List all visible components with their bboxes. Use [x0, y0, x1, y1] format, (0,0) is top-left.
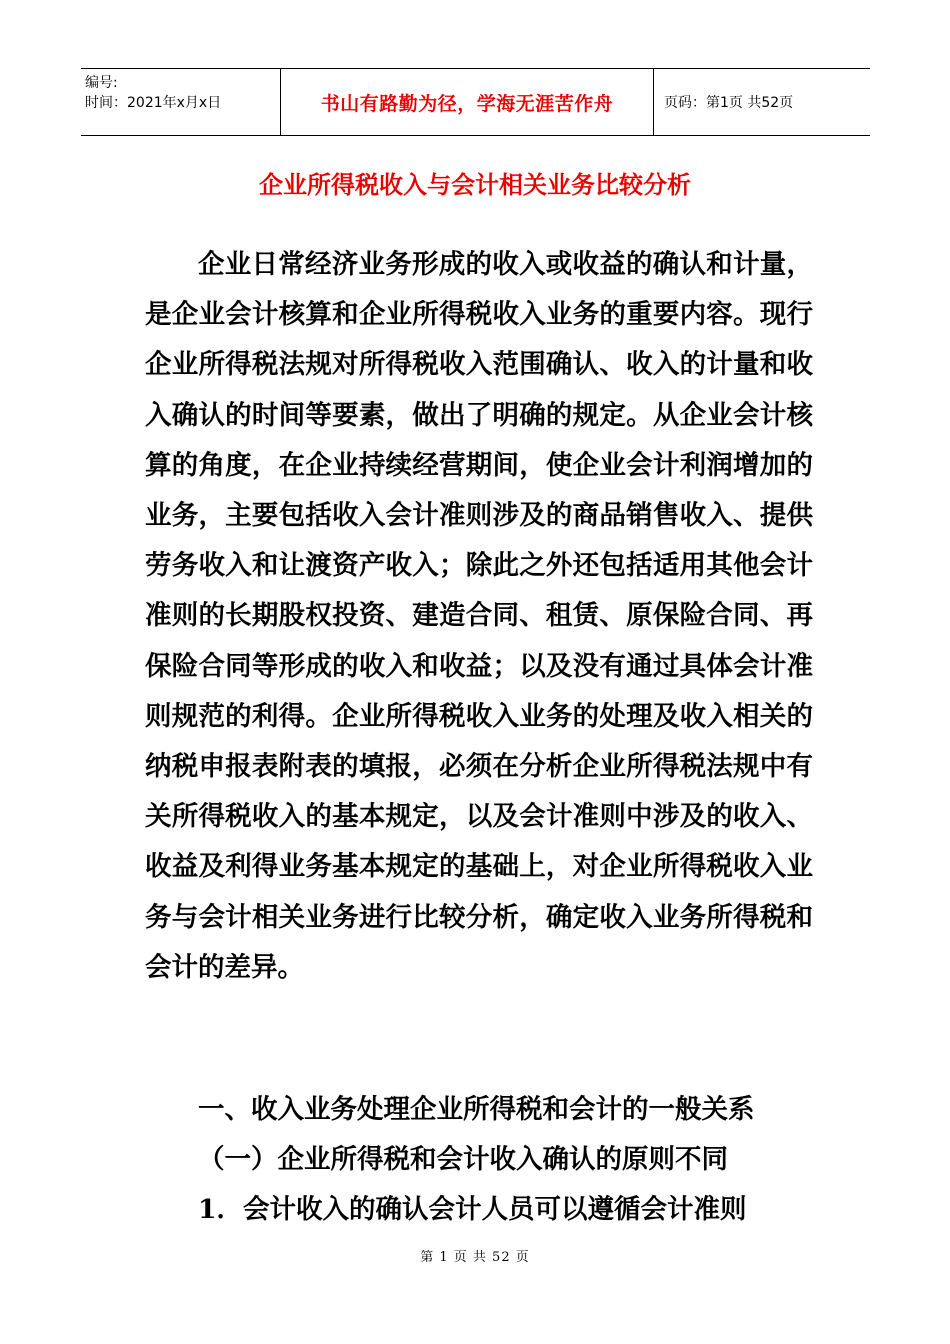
document-number-label: 编号:: [85, 75, 118, 91]
page-footer: 第 1 页 共 52 页: [420, 1250, 530, 1265]
document-time-label: 时间：2021年x月x日: [85, 95, 222, 111]
intro-paragraph: 企业日常经济业务形成的收入或收益的确认和计量，是企业会计核算和企业所得税收入业务的重要内容。现行企业所得税法规对所得税收入范围确认、收入的计量和收入确认的时间等要素，做出了明确的规定。从企业会计核算的角度，在企业持续经营期间，使企业会计利润增加的业务，主要包括收入会计准则涉及的商品销售收入、提供劳务收入和让渡资产收入；除此之外还包括适用其他会计准则的长期股权投资、建造合同、租赁、原保险合同、再保险合同等形成的收入和收益；以及没有通过具体会计准则规范的利得。企业所得税收入业务的处理及收入相关的纳税申报表附表的填报，必须在分析企业所得税法规中有关所得税收入的基本规定，以及会计准则中涉及的收入、收益及利得业务基本规定的基础上，对企业所得税收入业务与会计相关业务进行比较分析，确定收入业务所得税和会计的差异。: [145, 249, 813, 983]
header-page-info: 页码：第1页 共52页: [664, 95, 794, 111]
section-heading-1: 一、收入业务处理企业所得税和会计的一般关系: [198, 1094, 755, 1125]
document-title: 企业所得税收入与会计相关业务比较分析: [259, 170, 691, 199]
header-meta-cell: [81, 69, 281, 135]
numbered-item-1: 1．会计收入的确认会计人员可以遵循会计准则: [198, 1194, 747, 1225]
header-motto: 书山有路勤为径，学海无涯苦作舟: [281, 69, 654, 135]
header-table: [81, 68, 870, 136]
subsection-heading-1: （一）企业所得税和会计收入确认的原则不同: [198, 1144, 728, 1175]
